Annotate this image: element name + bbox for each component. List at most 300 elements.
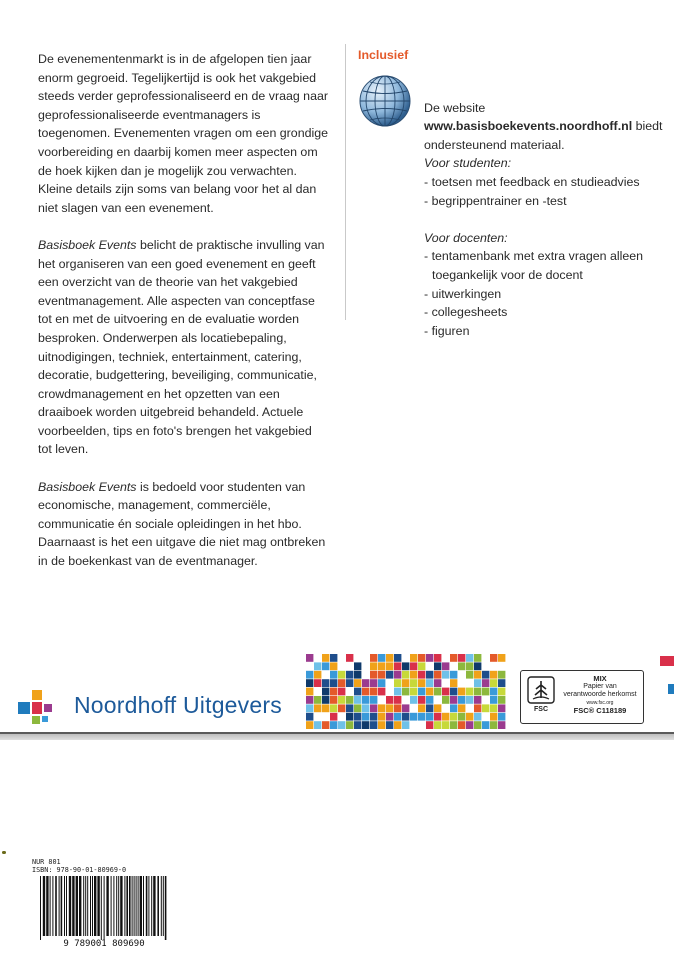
mosaic-tile [354,696,361,704]
mosaic-tile [394,688,401,696]
mosaic-tile [370,704,377,712]
barcode-bar [43,876,45,936]
mosaic-tile [418,704,425,712]
barcode-bar [118,876,119,936]
fsc-tree-icon [527,676,555,714]
mosaic-tile [314,671,321,679]
mosaic-tile [394,662,401,670]
list-item: toegankelijk voor de docent [432,267,583,282]
barcode-bar [50,876,51,936]
mosaic-tile [426,679,433,687]
mosaic-tile [330,704,337,712]
mosaic-tile [346,721,353,729]
list-item: - begrippentrainer en -test [424,193,567,208]
mosaic-tile [370,688,377,696]
mosaic-tile [498,713,505,721]
mosaic-tile [402,696,409,704]
mosaic-tile [354,704,361,712]
mosaic-tile [458,713,465,721]
mosaic-tile [466,688,473,696]
fsc-brand: FSC [534,706,548,713]
mosaic-tile [338,704,345,712]
mosaic-tile [482,662,489,670]
mosaic-tile [378,721,385,729]
mosaic-tile [306,688,313,696]
mosaic-tile [458,671,465,679]
mosaic-tile [450,679,457,687]
mosaic-tile [450,696,457,704]
mosaic-tile [442,654,449,662]
barcode-bar [92,876,93,936]
mosaic-tile [346,679,353,687]
mosaic-tile [314,713,321,721]
mosaic-tile [434,713,441,721]
mosaic-tile [434,679,441,687]
back-cover-description [38,50,328,589]
mosaic-tile [442,721,449,729]
mosaic-tile [450,713,457,721]
mosaic-tile [426,713,433,721]
mosaic-tile [402,654,409,662]
mosaic-tile [306,713,313,721]
mosaic-tile [474,688,481,696]
list-item: - uitwerkingen [424,286,502,301]
audience-paragraph-text: is bedoeld voor studenten van economische, management, commerciële, communicatie én sociale opleidingen in het hbo. Daarnaast is het een uitgave die niet mag ontbreken in de boekenkast van de eventmanager. [38,479,326,569]
mosaic-tile [314,679,321,687]
mosaic-tile [354,662,361,670]
isbn-block [32,858,172,874]
mosaic-tile [474,679,481,687]
mosaic-tile [370,671,377,679]
mosaic-tile [378,713,385,721]
mosaic-tile [322,679,329,687]
mosaic-tile [498,671,505,679]
barcode-bar [40,876,41,940]
mosaic-tile [410,654,417,662]
mosaic-tile [338,688,345,696]
barcode-bar [146,876,148,936]
barcode-bar [69,876,71,936]
mosaic-tile [418,654,425,662]
mosaic-tile [442,713,449,721]
book-title-italic: Basisboek Events [38,237,137,252]
mosaic-tile [330,671,337,679]
mosaic-tile [418,696,425,704]
globe-icon [358,74,412,128]
mosaic-tile [386,704,393,712]
mosaic-tile [330,679,337,687]
mosaic-tile [474,713,481,721]
mosaic-tile [402,713,409,721]
mosaic-tile [498,696,505,704]
mosaic-tile [458,721,465,729]
mosaic-tile [458,696,465,704]
fsc-line2: verantwoorde herkomst [563,691,637,698]
mosaic-tile [466,721,473,729]
barcode-bar [83,876,84,936]
teachers-list [424,247,668,340]
mosaic-tile [466,671,473,679]
barcode-bar [72,876,74,936]
mosaic-tile [386,696,393,704]
color-mosaic-graphic [306,654,508,730]
mosaic-tile [434,688,441,696]
mosaic-tile [346,704,353,712]
barcode-bar [120,876,122,936]
mosaic-tile [434,662,441,670]
mosaic-tile [450,671,457,679]
mosaic-tile [394,721,401,729]
barcode-bar [165,876,167,940]
mosaic-tile [434,671,441,679]
mosaic-tile [450,688,457,696]
book-title-italic: Basisboek Events [38,479,137,494]
mosaic-tile [410,696,417,704]
mosaic-tile [474,671,481,679]
mosaic-tile [426,688,433,696]
mosaic-tile [362,696,369,704]
mosaic-tile [370,713,377,721]
barcode-digits: 9 789001 809690 [63,939,145,948]
barcode-bar [66,876,67,936]
mosaic-tile [442,671,449,679]
mosaic-tile [306,721,313,729]
mosaic-tile [458,688,465,696]
mosaic-tile [426,721,433,729]
mosaic-tile [466,696,473,704]
mosaic-tile [306,679,313,687]
mosaic-tile [322,654,329,662]
mosaic-tile [458,679,465,687]
website-info [424,99,668,155]
mosaic-tile [322,721,329,729]
mosaic-tile [474,721,481,729]
mosaic-tile [410,679,417,687]
mosaic-tile [386,713,393,721]
mosaic-tile [442,704,449,712]
barcode-bar [151,876,152,936]
mosaic-tile [490,713,497,721]
mosaic-tile [354,671,361,679]
mosaic-tile [306,704,313,712]
mosaic-tile [314,662,321,670]
mosaic-tile [402,679,409,687]
barcode-bar [64,876,65,936]
barcode-bar [76,876,78,936]
mosaic-tile [338,654,345,662]
list-item: - toetsen met feedback en studieadvies [424,174,640,189]
fsc-site: www.fsc.org [586,700,614,706]
mosaic-tile [394,679,401,687]
inclusief-heading: Inclusief [358,48,409,62]
mosaic-tile [378,662,385,670]
mosaic-tile [378,688,385,696]
mosaic-tile [482,721,489,729]
paper-speck [2,851,6,854]
mosaic-tile [338,671,345,679]
barcode-bar [138,876,139,936]
mosaic-tile [330,688,337,696]
content-paragraph-text: belicht de praktische invulling van het organiseren van een goed evenement en geeft een overzicht van de theorie van het vakgebied eventmanagement. Alle aspecten van conceptfase tot en met de uitvoering en de evaluatie worden besproken. Onderwerpen als locatiebepaling, uitnodigingen, techniek, entertainment, catering, decoratie, budgettering, beveiliging, communicatie, crowdmanagement en het opzetten van een draaiboek worden uitgebreid behandeld. Actuele voorbeelden, tips en foto's brengen het vakgebied tot leven. [38,237,325,457]
mosaic-tile [306,662,313,670]
content-paragraph [38,236,328,459]
mosaic-tile [434,696,441,704]
mosaic-tile [402,704,409,712]
audience-paragraph [38,478,328,571]
barcode-bar [55,876,57,936]
mosaic-tile [330,662,337,670]
mosaic-tile [434,654,441,662]
mosaic-tile [402,671,409,679]
mosaic-tile [458,654,465,662]
mosaic-tile [346,671,353,679]
mosaic-tile [370,662,377,670]
mosaic-tile [362,671,369,679]
mosaic-tile [474,704,481,712]
mosaic-tile [490,696,497,704]
mosaic-tile [410,671,417,679]
mosaic-tile [386,721,393,729]
mosaic-tile [314,696,321,704]
mosaic-tile [330,713,337,721]
barcode-bar [129,876,131,936]
intro-paragraph: De evenementenmarkt is in de afgelopen tien jaar enorm gegroeid. Tegelijkertijd is ook het vakgebied steeds verder geprofessionaliseerd en de vraag naar geprofessionaliseerde eventmanagers is toegenomen. Evenementen vragen om een grondige voorbereiding en daarbij komen meer aspecten om de hoek kijken dan je mogelijk zou verwachten. Kleine details zijn soms van belang voor het al dan niet slagen van een evenement. [38,52,329,215]
mosaic-tile [434,721,441,729]
barcode-bar [101,876,102,940]
barcode-bar [94,876,96,936]
mosaic-tile [490,721,497,729]
mosaic-tile [442,679,449,687]
mosaic-tile [354,654,361,662]
barcode-bar [61,876,63,936]
mosaic-tile [402,721,409,729]
mosaic-tile [426,662,433,670]
barcode-bar [161,876,162,936]
mosaic-tile [482,713,489,721]
mosaic-tile [450,721,457,729]
mosaic-tile [338,679,345,687]
mosaic-tile [314,688,321,696]
mosaic-tile [362,704,369,712]
mosaic-tile [434,704,441,712]
mosaic-tile [466,704,473,712]
mosaic-tile [314,704,321,712]
fsc-line1: Papier van [583,683,617,690]
barcode-bar [97,876,99,936]
mosaic-tile [490,704,497,712]
mosaic-tile [362,679,369,687]
barcode-bar [87,876,88,936]
mosaic-tile [378,704,385,712]
mosaic-tile [490,679,497,687]
mosaic-tile [346,696,353,704]
mosaic-tile [498,704,505,712]
fsc-code: FSC® C118189 [573,706,627,715]
mosaic-tile [322,688,329,696]
mosaic-tile [314,721,321,729]
mosaic-tile [394,654,401,662]
mosaic-tile [346,713,353,721]
mosaic-tile [378,679,385,687]
mosaic-tile [370,721,377,729]
barcode-bar [85,876,86,936]
mosaic-tile [482,679,489,687]
mosaic-tile [426,696,433,704]
barcode-bar [59,876,60,936]
mosaic-tile [466,662,473,670]
mosaic-tile [402,688,409,696]
mosaic-tile [370,679,377,687]
website-url: www.basisboekevents.noordhoff.nl [424,119,633,134]
barcode-bar [116,876,117,936]
mosaic-tile [370,696,377,704]
mosaic-tile [498,654,505,662]
mosaic-tile [394,671,401,679]
mosaic-tile [482,671,489,679]
isbn-number: ISBN: 978-90-01-80969-0 [32,866,127,874]
students-section [424,154,668,340]
mosaic-tile [338,696,345,704]
barcode-bar [157,876,159,936]
mosaic-tile [498,721,505,729]
students-list [424,173,668,210]
mosaic-tile [490,671,497,679]
mosaic-tile [386,671,393,679]
column-divider [345,44,346,320]
mosaic-tile [362,721,369,729]
mosaic-tile [482,704,489,712]
mosaic-tile [346,688,353,696]
barcode-bar [153,876,155,936]
mosaic-tile [394,704,401,712]
mosaic-tile [322,671,329,679]
mosaic-tile [466,654,473,662]
barcode-bar [104,876,105,940]
edge-color-mark [668,684,674,694]
mosaic-tile [386,654,393,662]
mosaic-tile [402,662,409,670]
mosaic-tile [306,654,313,662]
mosaic-tile [354,713,361,721]
mosaic-tile [474,696,481,704]
mosaic-tile [322,704,329,712]
mosaic-tile [378,654,385,662]
mosaic-tile [418,662,425,670]
mosaic-tile [498,688,505,696]
inclusief-panel [358,46,668,340]
mosaic-tile [498,679,505,687]
mosaic-tile [450,704,457,712]
mosaic-tile [354,679,361,687]
publisher-name: Noordhoff Uitgevers [74,692,282,718]
mosaic-tile [386,688,393,696]
mosaic-tile [386,679,393,687]
website-prefix: De website [424,100,486,115]
barcode-bar [134,876,135,936]
barcode-graphic [34,876,174,948]
barcode-bar [46,876,48,936]
mosaic-tile [474,654,481,662]
nur-code: NUR 801 [32,858,61,866]
mosaic-tile [458,704,465,712]
mosaic-tile [306,671,313,679]
barcode-bar [79,876,81,936]
barcode-bar [143,876,144,936]
mosaic-tile [418,679,425,687]
mosaic-tile [474,662,481,670]
mosaic-tile [306,696,313,704]
mosaic-tile [362,713,369,721]
mosaic-tile [426,654,433,662]
mosaic-tile [466,679,473,687]
mosaic-tile [330,721,337,729]
mosaic-tile [418,713,425,721]
barcode-bar [136,876,137,936]
fsc-mix: MIX [593,674,607,683]
mosaic-tile [346,654,353,662]
mosaic-tile [426,704,433,712]
barcode-bar [132,876,133,936]
mosaic-tile [498,662,505,670]
barcode-bar [126,876,128,936]
mosaic-tile [458,662,465,670]
mosaic-tile [442,662,449,670]
grey-band [0,734,674,740]
mosaic-tile [466,713,473,721]
teachers-heading: Voor docenten: [424,230,508,245]
mosaic-tile [338,721,345,729]
mosaic-tile [378,671,385,679]
mosaic-tile [338,713,345,721]
barcode-bar [106,876,108,936]
mosaic-tile [426,671,433,679]
mosaic-tile [322,713,329,721]
mosaic-tile [362,688,369,696]
students-heading: Voor studenten: [424,156,512,171]
mosaic-tile [354,688,361,696]
mosaic-tile [490,688,497,696]
mosaic-tile [378,696,385,704]
mosaic-tile [490,654,497,662]
mosaic-tile [410,721,417,729]
list-item: - collegesheets [424,305,508,320]
list-item: - figuren [424,323,470,338]
mosaic-tile [394,696,401,704]
mosaic-tile [418,671,425,679]
mosaic-tile [410,662,417,670]
barcode-bar [163,876,164,936]
mosaic-tile [418,688,425,696]
fsc-label [520,670,644,724]
mosaic-tile [322,696,329,704]
edge-color-mark [660,656,674,666]
barcode-bar [111,876,112,936]
list-item: - tentamenbank met extra vragen alleen [424,249,644,264]
mosaic-tile [482,696,489,704]
mosaic-tile [322,662,329,670]
mosaic-tile [354,721,361,729]
mosaic-tile [330,696,337,704]
mosaic-tile [450,654,457,662]
barcode-bar [90,876,91,936]
mosaic-tile [442,696,449,704]
barcode-bar [140,876,142,936]
mosaic-tile [410,688,417,696]
barcode-bar [113,876,114,936]
mosaic-tile [410,704,417,712]
mosaic-tile [386,662,393,670]
fsc-text [561,675,639,715]
